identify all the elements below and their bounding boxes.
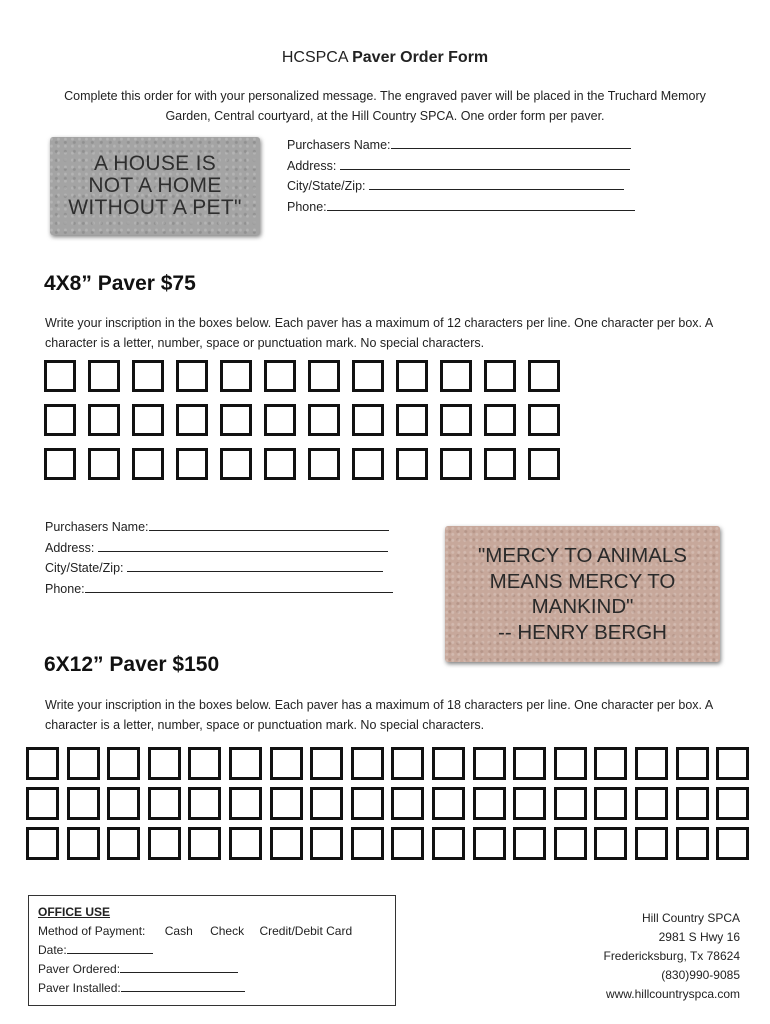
title-plain: HCSPCA bbox=[281, 49, 353, 66]
phone-label: Phone: bbox=[45, 581, 85, 596]
character-box[interactable] bbox=[473, 787, 506, 820]
address-field[interactable] bbox=[98, 538, 388, 552]
character-box[interactable] bbox=[270, 827, 303, 860]
character-box[interactable] bbox=[220, 448, 252, 480]
character-box[interactable] bbox=[554, 787, 587, 820]
character-box[interactable] bbox=[513, 827, 546, 860]
character-box[interactable] bbox=[391, 747, 424, 780]
character-box[interactable] bbox=[148, 747, 181, 780]
purchaser-name-label: Purchasers Name: bbox=[287, 138, 391, 152]
character-box[interactable] bbox=[554, 827, 587, 860]
character-box[interactable] bbox=[107, 827, 140, 860]
paver-large-heading: 6X12” Paver $150 bbox=[44, 653, 220, 676]
paver-ordered-label: Paver Ordered: bbox=[38, 962, 121, 976]
character-box[interactable] bbox=[270, 787, 303, 820]
character-box[interactable] bbox=[132, 404, 164, 436]
character-box[interactable] bbox=[594, 747, 627, 780]
brick-line: MEANS MERCY TO bbox=[489, 569, 676, 593]
city-field[interactable] bbox=[127, 558, 383, 572]
character-box[interactable] bbox=[440, 404, 472, 436]
character-box[interactable] bbox=[26, 827, 59, 860]
character-box[interactable] bbox=[396, 404, 428, 436]
city-field[interactable] bbox=[369, 176, 624, 190]
character-box[interactable] bbox=[310, 747, 343, 780]
character-box[interactable] bbox=[473, 827, 506, 860]
date-label: Date: bbox=[38, 943, 67, 957]
brick-line: A HOUSE IS bbox=[93, 152, 217, 175]
character-box[interactable] bbox=[308, 448, 340, 480]
character-box[interactable] bbox=[351, 747, 384, 780]
character-box[interactable] bbox=[88, 404, 120, 436]
character-box[interactable] bbox=[220, 360, 252, 392]
phone-field[interactable] bbox=[85, 579, 393, 593]
office-use-title: OFFICE USE bbox=[38, 905, 111, 919]
character-box[interactable] bbox=[513, 747, 546, 780]
character-box[interactable] bbox=[484, 360, 516, 392]
inscription-grid-small bbox=[44, 360, 560, 480]
character-box[interactable] bbox=[88, 360, 120, 392]
paver-installed-label: Paver Installed: bbox=[38, 981, 121, 995]
paver-sample-image-large bbox=[445, 526, 720, 662]
character-box[interactable] bbox=[716, 747, 749, 780]
brick-line: "MERCY TO ANIMALS bbox=[478, 544, 687, 567]
paver-small-instructions: Write your inscription in the boxes below. Each paver has a maximum of 12 characters per line. One character per box. A character is a letter, number, space or punctuation mark. No special characters. bbox=[45, 316, 713, 350]
character-box[interactable] bbox=[26, 787, 59, 820]
character-box[interactable] bbox=[67, 787, 100, 820]
purchaser-form-2 bbox=[45, 517, 393, 599]
payment-option-card[interactable]: Credit/Debit Card bbox=[259, 924, 353, 938]
payment-method-label: Method of Payment: bbox=[38, 924, 146, 938]
character-box[interactable] bbox=[391, 787, 424, 820]
character-box[interactable] bbox=[513, 787, 546, 820]
character-box[interactable] bbox=[594, 787, 627, 820]
character-box[interactable] bbox=[229, 787, 262, 820]
character-box[interactable] bbox=[396, 360, 428, 392]
character-box[interactable] bbox=[484, 404, 516, 436]
org-city: Fredericksburg, Tx 78624 bbox=[603, 949, 740, 963]
character-box[interactable] bbox=[107, 787, 140, 820]
org-website[interactable]: www.hillcountryspca.com bbox=[605, 987, 740, 1001]
office-use-box bbox=[28, 895, 396, 1006]
intro-text: Complete this order for with your personalized message. The engraved paver will be placed in the Truchard Memory Garden, Central courtyard, at the Hill Country SPCA. One order form per paver. bbox=[64, 89, 706, 123]
character-box[interactable] bbox=[635, 827, 668, 860]
brick-line: WITHOUT A PET" bbox=[68, 196, 242, 219]
character-box[interactable] bbox=[44, 360, 76, 392]
character-box[interactable] bbox=[176, 360, 208, 392]
character-box[interactable] bbox=[716, 787, 749, 820]
character-box[interactable] bbox=[351, 827, 384, 860]
org-address bbox=[560, 909, 740, 1004]
character-box[interactable] bbox=[270, 747, 303, 780]
date-field[interactable] bbox=[67, 941, 153, 954]
paver-sample-image-small bbox=[50, 137, 260, 235]
character-box[interactable] bbox=[676, 787, 709, 820]
phone-label: Phone: bbox=[287, 199, 327, 214]
character-box[interactable] bbox=[220, 404, 252, 436]
character-box[interactable] bbox=[308, 404, 340, 436]
purchaser-name-field[interactable] bbox=[391, 135, 631, 149]
character-box[interactable] bbox=[716, 827, 749, 860]
character-box[interactable] bbox=[148, 787, 181, 820]
org-phone: (830)990-9085 bbox=[661, 968, 740, 982]
character-box[interactable] bbox=[351, 787, 384, 820]
character-box[interactable] bbox=[484, 448, 516, 480]
purchaser-name-label: Purchasers Name: bbox=[45, 520, 149, 534]
city-label: City/State/Zip: bbox=[287, 179, 366, 193]
character-box[interactable] bbox=[264, 448, 296, 480]
character-box[interactable] bbox=[432, 747, 465, 780]
character-box[interactable] bbox=[44, 404, 76, 436]
character-box[interactable] bbox=[310, 787, 343, 820]
purchaser-name-field[interactable] bbox=[149, 517, 389, 531]
city-label: City/State/Zip: bbox=[45, 561, 124, 575]
character-box[interactable] bbox=[188, 827, 221, 860]
character-box[interactable] bbox=[188, 787, 221, 820]
character-box[interactable] bbox=[594, 827, 627, 860]
character-box[interactable] bbox=[396, 448, 428, 480]
character-box[interactable] bbox=[188, 747, 221, 780]
character-box[interactable] bbox=[176, 404, 208, 436]
character-box[interactable] bbox=[440, 360, 472, 392]
character-box[interactable] bbox=[132, 448, 164, 480]
character-box[interactable] bbox=[635, 747, 668, 780]
brick-line: MANKIND" bbox=[531, 595, 634, 618]
character-box[interactable] bbox=[352, 448, 384, 480]
character-box[interactable] bbox=[148, 827, 181, 860]
address-field[interactable] bbox=[340, 156, 630, 170]
org-name: Hill Country SPCA bbox=[641, 911, 740, 925]
character-box[interactable] bbox=[635, 787, 668, 820]
character-box[interactable] bbox=[44, 448, 76, 480]
purchaser-form-1 bbox=[287, 135, 635, 217]
character-box[interactable] bbox=[229, 827, 262, 860]
address-label: Address: bbox=[45, 540, 95, 555]
address-label: Address: bbox=[287, 158, 337, 173]
character-box[interactable] bbox=[264, 404, 296, 436]
character-box[interactable] bbox=[676, 747, 709, 780]
payment-option-cash[interactable]: Cash bbox=[164, 924, 193, 938]
character-box[interactable] bbox=[310, 827, 343, 860]
phone-field[interactable] bbox=[327, 197, 635, 211]
character-box[interactable] bbox=[528, 360, 560, 392]
character-box[interactable] bbox=[432, 827, 465, 860]
character-box[interactable] bbox=[352, 404, 384, 436]
paver-large-instructions: Write your inscription in the boxes below. Each paver has a maximum of 18 characters per line. One character per box. A character is a letter, number, space or punctuation mark. No special characters. bbox=[45, 698, 713, 732]
character-box[interactable] bbox=[67, 827, 100, 860]
paver-ordered-field[interactable] bbox=[120, 960, 238, 973]
character-box[interactable] bbox=[88, 448, 120, 480]
paver-small-heading: 4X8” Paver $75 bbox=[44, 272, 196, 295]
title-bold: Paver Order Form bbox=[352, 49, 489, 66]
org-street: 2981 S Hwy 16 bbox=[658, 930, 740, 944]
character-box[interactable] bbox=[132, 360, 164, 392]
payment-option-check[interactable]: Check bbox=[210, 924, 245, 938]
brick-line: NOT A HOME bbox=[88, 174, 222, 197]
character-box[interactable] bbox=[67, 747, 100, 780]
character-box[interactable] bbox=[528, 404, 560, 436]
character-box[interactable] bbox=[473, 747, 506, 780]
character-box[interactable] bbox=[352, 360, 384, 392]
character-box[interactable] bbox=[528, 448, 560, 480]
paver-installed-field[interactable] bbox=[121, 979, 245, 992]
inscription-grid-large bbox=[26, 747, 749, 860]
character-box[interactable] bbox=[308, 360, 340, 392]
character-box[interactable] bbox=[676, 827, 709, 860]
character-box[interactable] bbox=[391, 827, 424, 860]
brick-line: -- HENRY BERGH bbox=[498, 620, 667, 644]
character-box[interactable] bbox=[440, 448, 472, 480]
character-box[interactable] bbox=[432, 787, 465, 820]
character-box[interactable] bbox=[554, 747, 587, 780]
character-box[interactable] bbox=[229, 747, 262, 780]
page-title bbox=[0, 49, 770, 67]
character-box[interactable] bbox=[176, 448, 208, 480]
character-box[interactable] bbox=[107, 747, 140, 780]
character-box[interactable] bbox=[264, 360, 296, 392]
character-box[interactable] bbox=[26, 747, 59, 780]
